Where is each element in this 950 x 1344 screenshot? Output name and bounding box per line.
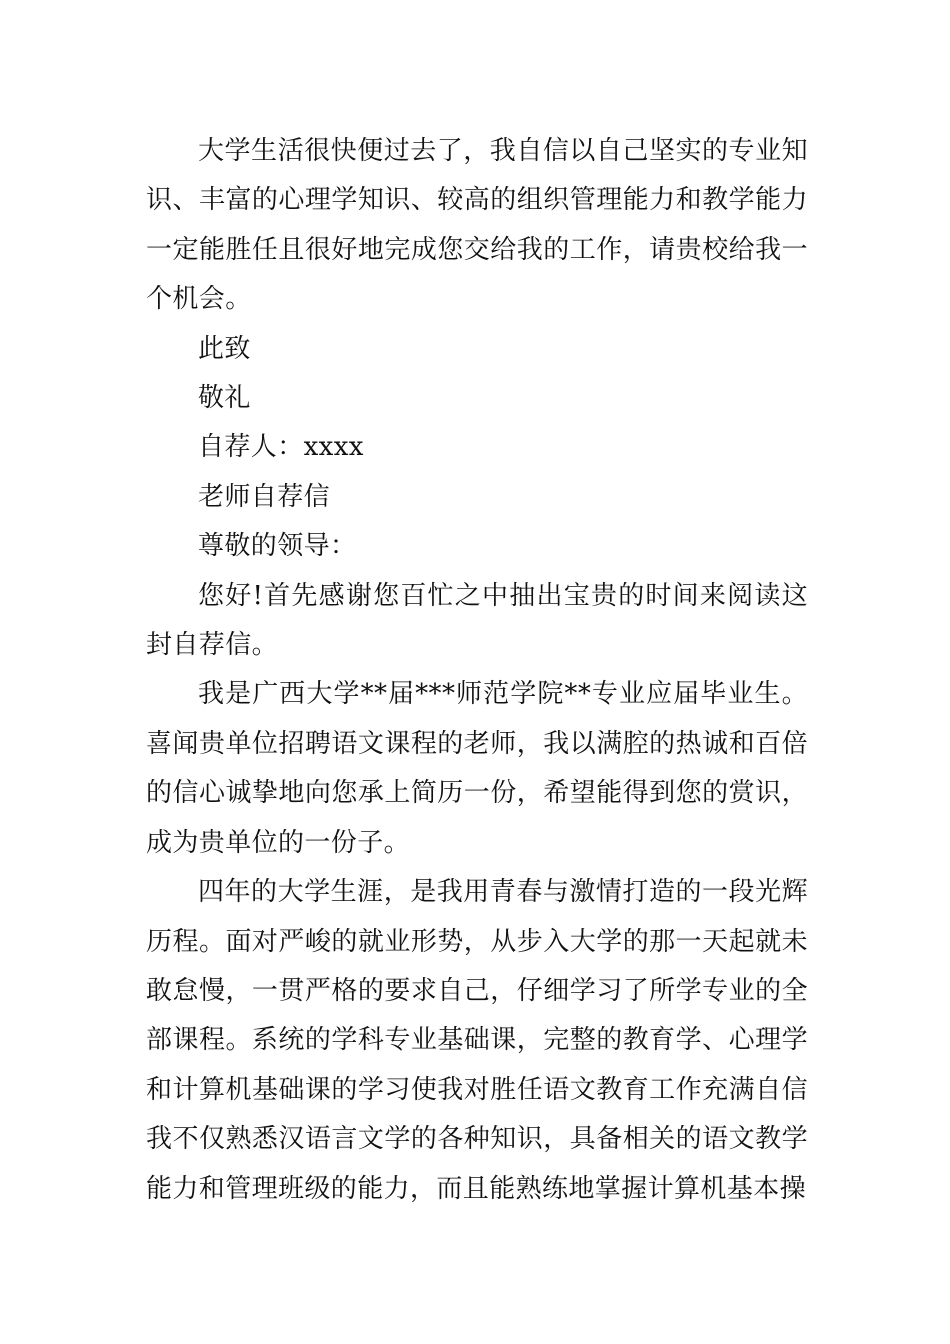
document-body (146, 127, 808, 1214)
paragraph-closing-statement: 大学生活很快便过去了，我自信以自己坚实的专业知识、丰富的心理学知识、较高的组织管理能力和教学能力一定能胜任且很好地完成您交给我的工作，请贵校给我一个机会。 (146, 136, 808, 315)
paragraph-background: 我是广西大学**届***师范学院**专业应届毕业生。喜闻贵单位招聘语文课程的老师，我以满腔的热诚和百倍的信心诚挚地向您承上简历一份，希望能得到您的赏识，成为贵单位的一份子。 (146, 679, 808, 858)
paragraph-salutation-cizhi: 此致 (198, 333, 251, 364)
paragraph-intro: 您好!首先感谢您百忙之中抽出宝贵的时间来阅读这封自荐信。 (146, 580, 808, 661)
paragraph-university-life: 四年的大学生涯，是我用青春与激情打造的一段光辉历程。面对严峻的就业形势，从步入大学的那一天起就未敢怠慢，一贯严格的要求自己，仔细学习了所学专业的全部课程。系统的学科专业基础课，完整的教育学、心理学和计算机基础课的学习使我对胜任语文教育工作充满自信我不仅熟悉汉语言文学的各种知识，具备相关的语文教学能力和管理班级的能力，而且能熟练地掌握计算机基本操 (146, 877, 808, 1204)
paragraph-salutation-jingli: 敬礼 (198, 383, 251, 414)
section-heading: 老师自荐信 (198, 481, 331, 512)
paragraph-signature: 自荐人：xxxx (198, 432, 364, 463)
paragraph-greeting: 尊敬的领导： (198, 531, 357, 562)
